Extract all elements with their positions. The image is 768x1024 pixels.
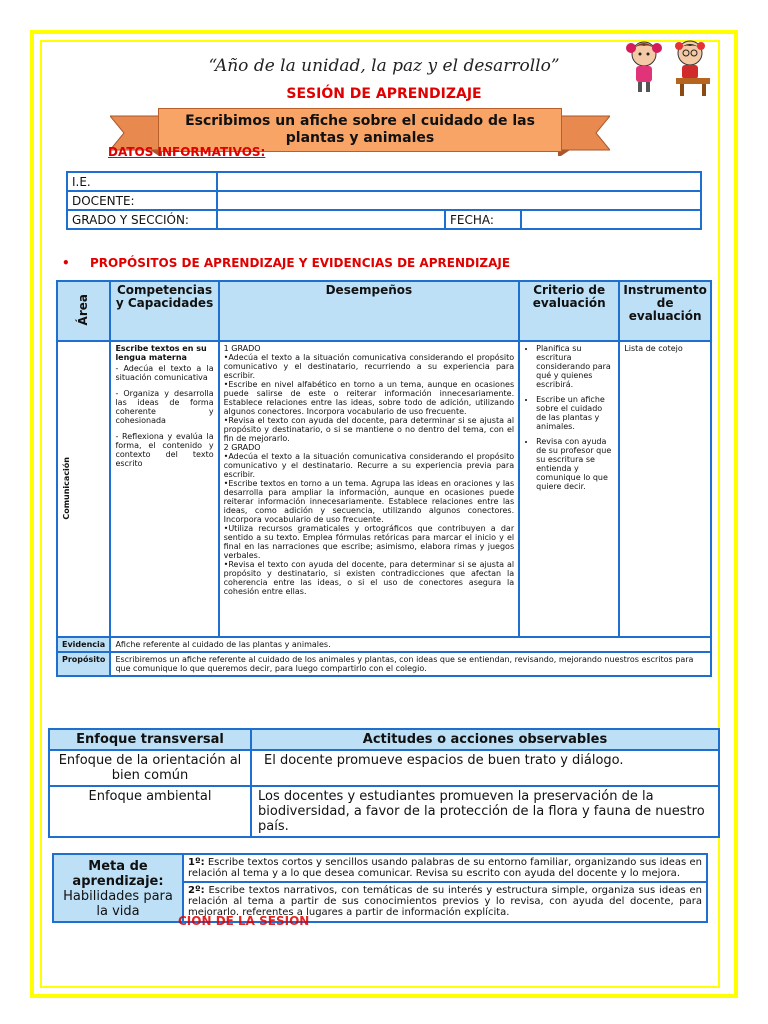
banner-text: Escribimos un afiche sobre el cuidado de las plantas y animales [158, 108, 562, 152]
ie-value[interactable] [217, 172, 701, 191]
info-row-docente [67, 191, 701, 210]
competencias-header: Competencias y Capacidades [110, 281, 218, 341]
enfoque-header: Enfoque transversal [49, 729, 251, 750]
criterio-cell [519, 341, 619, 637]
meta-row-1 [53, 854, 707, 882]
criterio-item: • Escribe un afiche sobre el cuidado de las plantas y animales. [536, 395, 614, 431]
evidencia-label: Evidencia [57, 637, 110, 652]
meta-item-number: 2º: [188, 885, 205, 897]
meta-table [52, 853, 708, 923]
desempeno-item: •Adecúa el texto a la situación comunicativa considerando el propósito comunicativo y el destinatario, recurriendo a su experiencia para escribir. [223, 353, 515, 380]
desempeno-grade-label: 1 GRADO [223, 344, 261, 353]
area-value: Comunicación [62, 456, 71, 520]
desempeno-item: •Utiliza recursos gramaticales y ortográficos que contribuyen a dar sentido a su texto. Emplea fórmulas retóricas para marcar el inicio y el final en las narraciones que escribe; asimismo, elabora rimas y juegos verbales. [223, 524, 515, 560]
desempenos-cell [219, 341, 520, 637]
year-motto: “Año de la unidad, la paz y el desarrollo” [208, 56, 560, 76]
enfoque-row [49, 750, 719, 786]
enfoques-table [48, 728, 720, 838]
criterio-item: • Revisa con ayuda de su profesor que su escritura se entienda y comunique lo que quiere decir. [536, 437, 614, 491]
bullet-marker: • [62, 256, 70, 270]
capacidad-item: - Organiza y desarrolla las ideas de forma coherente y cohesionada [115, 389, 214, 425]
competencia-title: Escribe textos en su lengua materna [115, 344, 207, 362]
meta-item-1 [183, 854, 707, 882]
enfoque-name: Enfoque ambiental [49, 786, 251, 837]
content-row [57, 341, 711, 637]
secuencia-overlay-text: CION DE LA SESION [178, 914, 310, 928]
instrumento-cell: Lista de cotejo [619, 341, 711, 637]
area-header-text: Área [76, 293, 91, 326]
enfoque-name: Enfoque de la orientación al bien común [49, 750, 251, 786]
desempeno-item: •Adecúa el texto a la situación comunicativa considerando el propósito comunicativo y el destinatario. Recurre a su experiencia previa para escribir. [223, 452, 515, 479]
area-header [57, 281, 110, 341]
header-row [57, 281, 711, 341]
enfoque-accion: Los docentes y estudiantes promueven la preservación de la biodiversidad, a favor de la protección de la flora y fauna de nuestro país. [251, 786, 719, 837]
desempeno-item: •Escribe en nivel alfabético en torno a un tema, aunque en ocasiones puede salirse de este o reiterar información innecesariamente. Establece relaciones entre las ideas, sobre todo de adición, utilizando algunos conectores. Incorpora vocabulario de uso frecuente. [223, 380, 515, 416]
fecha-value[interactable] [521, 210, 701, 229]
proposito-row [57, 652, 711, 676]
area-cell [57, 341, 110, 637]
proposito-text: Escribiremos un afiche referente al cuidado de los animales y plantas, con ideas que se entiendan, revisando, mejorando nuestros escritos para que comunique lo que queremos decir, para luego compartirlo con el colegio. [110, 652, 711, 676]
fecha-label: FECHA: [445, 210, 521, 229]
desempeno-item: •Revisa el texto con ayuda del docente, para determinar si se ajusta al propósito y destinatario, o si se mantiene o no dentro del tema, con el fin de mejorarlo. [223, 416, 515, 443]
docente-label: DOCENTE: [67, 191, 217, 210]
grado-label: GRADO Y SECCIÓN: [67, 210, 217, 229]
grado-value[interactable] [217, 210, 445, 229]
desempenos-header: Desempeños [219, 281, 520, 341]
acciones-header: Actitudes o acciones observables [251, 729, 719, 750]
propositos-heading [62, 256, 510, 270]
children-illustration [622, 38, 718, 98]
evidencia-row [57, 637, 711, 652]
desempeno-item: •Revisa el texto con ayuda del docente, para determinar si se ajusta al propósito y destinatario, si existen contradicciones que afectan la coherencia entre las ideas, o si el uso de conectores asegura la cohesión entre ellas. [223, 560, 515, 596]
proposito-label: Propósito [57, 652, 110, 676]
docente-value[interactable] [217, 191, 701, 210]
capacidad-item: - Adecúa el texto a la situación comunicativa [115, 364, 214, 382]
desempeno-item: •Escribe textos en torno a un tema. Agrupa las ideas en oraciones y las desarrolla para ampliar la información, aunque en ocasiones puede reiterar información innecesariamente. Establece relaciones entre las ideas, como adición y secuencia, utilizando algunos conectores. Incorpora vocabulario de uso frecuente. [223, 479, 515, 524]
criterio-list [524, 344, 614, 491]
competencias-cell [110, 341, 218, 637]
meta-item-number: 1º: [188, 857, 205, 868]
meta-item-text: Escribe textos cortos y sencillos usando palabras de su entorno familiar, organizando sus ideas en relación al tema y a lo que desea comunicar. Revisa su escrito con ayuda del docente y lo mejora. [188, 857, 702, 879]
criterio-header: Criterio de evaluación [519, 281, 619, 341]
info-row-ie [67, 172, 701, 191]
criterio-item: • Planifica su escritura considerando para qué y quienes escribirá. [536, 344, 614, 389]
desempeno-grade-label: 2 GRADO [223, 443, 261, 452]
capacidades-list [115, 364, 213, 468]
enfoques-header-row [49, 729, 719, 750]
meta-label-cell [53, 854, 183, 922]
enfoque-accion: El docente promueve espacios de buen trato y diálogo. [251, 750, 719, 786]
meta-title: Meta de aprendizaje: [72, 859, 164, 889]
meta-subtitle: Habilidades para la vida [63, 889, 173, 919]
capacidad-item: - Reflexiona y evalúa la forma, el contenido y contexto del texto escrito [115, 432, 214, 468]
propositos-title: PROPÓSITOS DE APRENDIZAJE Y EVIDENCIAS DE APRENDIZAJE [90, 256, 511, 270]
evidencia-text: Afiche referente al cuidado de las plantas y animales. [110, 637, 711, 652]
datos-label: DATOS INFORMATIVOS: [108, 145, 266, 159]
propositos-table [56, 280, 712, 677]
info-row-grado [67, 210, 701, 229]
ie-label: I.E. [67, 172, 217, 191]
meta-item-text: Escribe textos narrativos, con temáticas de su interés y estructura simple, organiza sus ideas en relación al tema a partir de sus conocimientos previos y lo revisa, con ayuda del docente, para mejorarlo. referentes a lugares a partir de información explícita. [188, 885, 703, 919]
page-title: SESIÓN DE APRENDIZAJE [286, 86, 482, 102]
enfoque-row [49, 786, 719, 837]
instrumento-header: Instrumento de evaluación [619, 281, 711, 341]
info-table [66, 171, 702, 230]
